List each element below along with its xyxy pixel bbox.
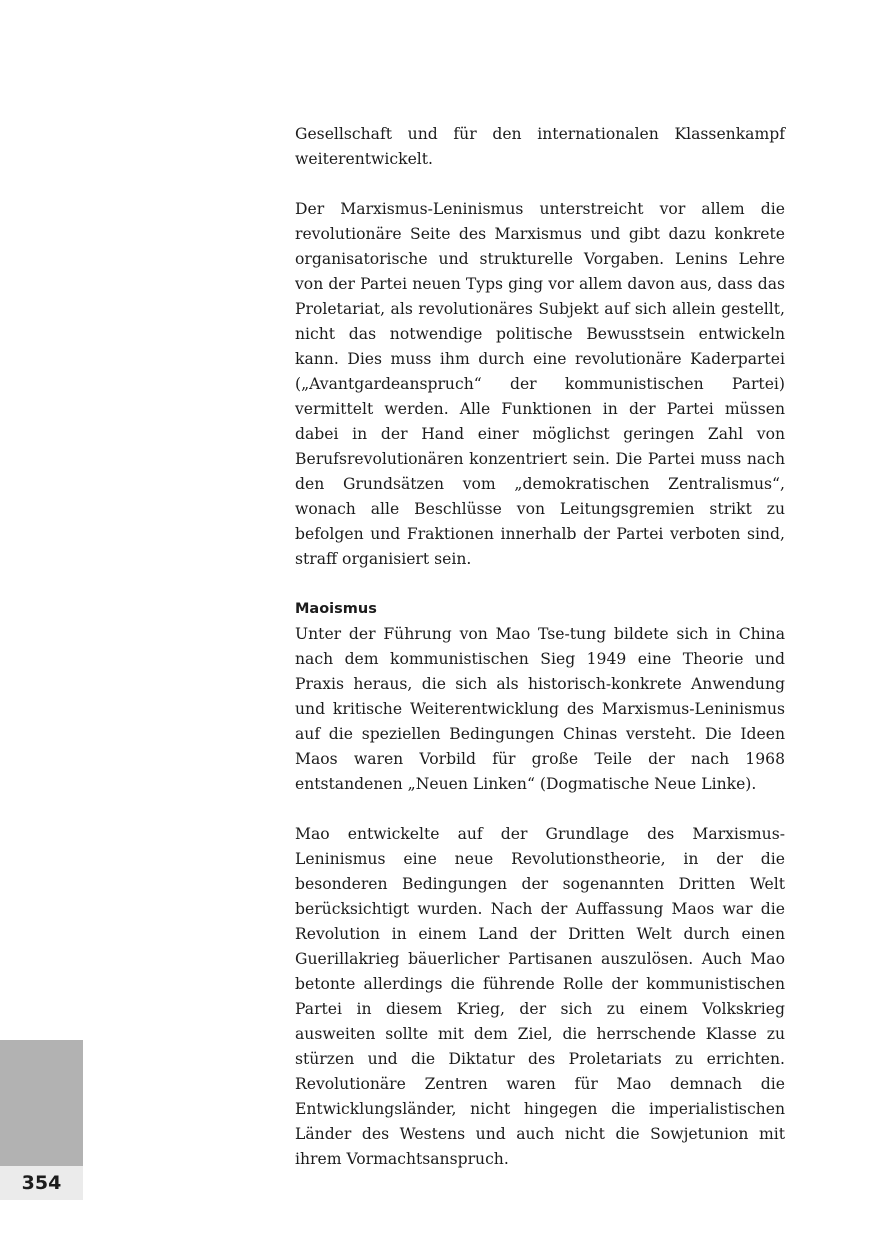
paragraph-4: Mao entwickelte auf der Grundlage des Marxismus-Leninismus eine neue Revolutionstheorie, in der die besonderen Bedingungen der sogenannten Dritten Welt berücksichtigt wurden. Nach der Auffassung Maos war die Revolution in einem Land der Dritten Welt durch einen Guerillakrieg bäuerlicher Partisanen auszulösen. Auch Mao betonte allerdings die führende Rolle der kommunistischen Partei in diesem Krieg, der sich zu einem Volkskrieg ausweiten sollte mit dem Ziel, die herrschende Klasse zu stürzen und die Diktatur des Proletariats zu errichten. Revolutionäre Zentren waren für Mao demnach die Entwicklungsländer, nicht hingegen die imperialistischen Länder des Westens und auch nicht die Sowjetunion mit ihrem Vormachtsanspruch. xyxy=(295,825,785,1168)
page-number: 354 xyxy=(21,1172,62,1194)
paragraph-2: Der Marxismus-Leninismus unterstreicht vor allem die revolutionäre Seite des Marxismus und gibt dazu konkrete organisatorische und strukturelle Vorgaben. Lenins Lehre von der Partei neuen Typs ging vor allem davon aus, dass das Proletariat, als revolutionäres Subjekt auf sich allein gestellt, nicht das notwendige politische Bewusstsein entwickeln kann. Dies muss ihm durch eine revolutionäre Kaderpartei („Avantgardeanspruch“ der kommunistischen Partei) vermittelt werden. Alle Funktionen in der Partei müssen dabei in der Hand einer möglichst geringen Zahl von Berufsrevolutionären konzentriert sein. Die Partei muss nach den Grundsätzen vom „demokratischen Zentralismus“, wonach alle Beschlüsse von Leitungsgremien strikt zu befolgen und Fraktionen innerhalb der Partei verboten sind, straff organisiert sein. xyxy=(295,200,785,568)
body-text xyxy=(295,122,785,1197)
paragraph-1: Gesellschaft und für den internationalen Klassenkampf weiterentwickelt. xyxy=(295,125,785,168)
thumb-index-tab xyxy=(0,1040,83,1166)
paragraph-3: Unter der Führung von Mao Tse-tung bildete sich in China nach dem kommunistischen Sieg 1949 eine Theorie und Praxis heraus, die sich als historisch-konkrete Anwendung und kritische Weiterentwicklung des Marxismus-Leninismus auf die speziellen Bedingungen Chinas versteht. Die Ideen Maos waren Vorbild für große Teile der nach 1968 entstandenen „Neuen Linken“ (Dogmatische Neue Linke). xyxy=(295,625,785,793)
section-heading-maoismus: Maoismus xyxy=(295,601,377,617)
